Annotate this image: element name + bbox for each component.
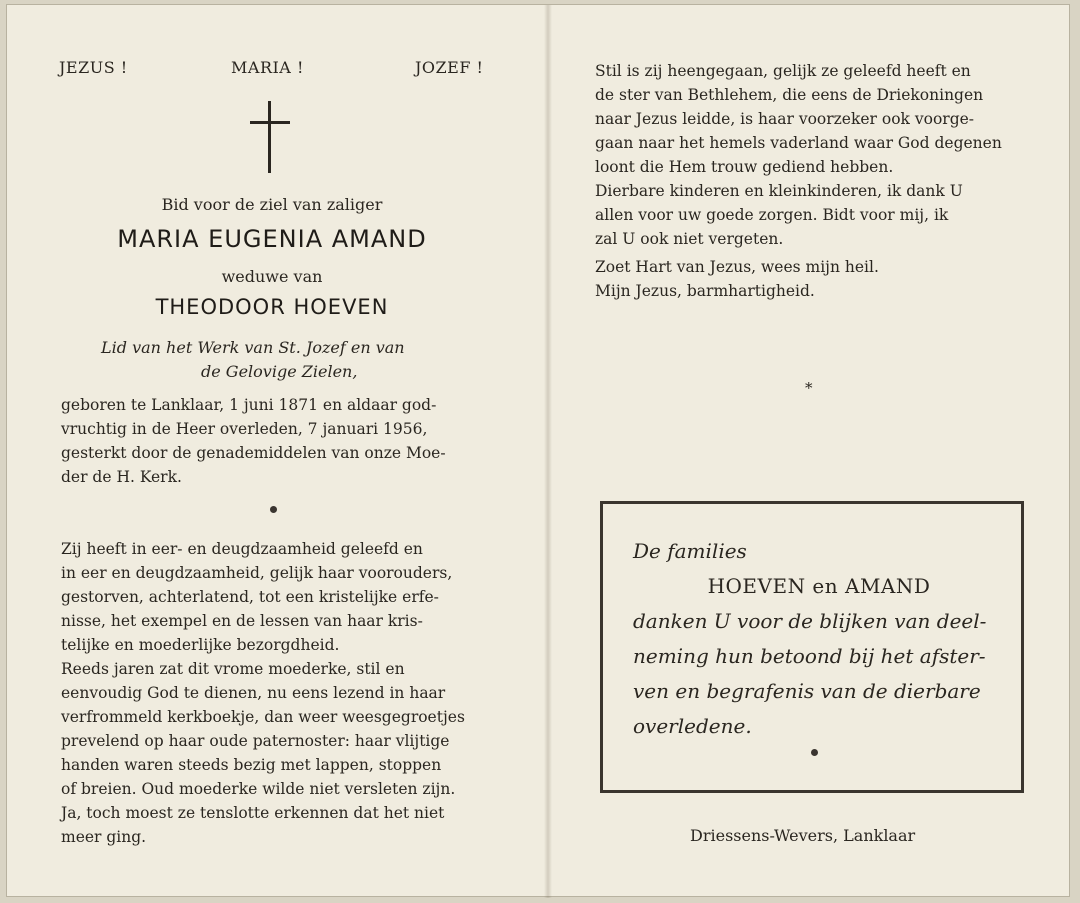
- right-paragraph-1: Stil is zij heengegaan, gelijk ze geleefd heeft en de ster van Bethlehem, die eens de Driekoningen naar Jezus leidde, is haar voorzeker ook voorge- gaan naar het hemels vaderland waar God degenen loont die Hem trouw gediend hebben.: [595, 62, 1002, 176]
- widow-of-line: weduwe van: [221, 267, 323, 286]
- thanks-line-1: danken U voor de blijken van deel-: [633, 609, 987, 633]
- right-paragraph-2: Dierbare kinderen en kleinkinderen, ik dank U allen voor uw goede zorgen. Bidt voor mij, ik zal U ook niet vergeten.: [595, 182, 963, 248]
- thanks-box: [600, 501, 1024, 793]
- thanks-line-4: overledene.: [633, 714, 752, 738]
- birth-death-text: geboren te Lanklaar, 1 juni 1871 en aldaar god- vruchtig in de Heer overleden, 7 januari 1956, gesterkt door de genademiddelen van onze Moe- der de H. Kerk.: [61, 396, 446, 486]
- memorial-card: [6, 4, 1070, 897]
- left-paragraph-2: Reeds jaren zat dit vrome moederke, stil en eenvoudig God te dienen, nu eens lezend in haar verfrommeld kerkboekje, dan weer weesgegroetjes prevelend op haar oude paternoster: haar vlijtige handen waren steeds bezig met lappen, stoppen of breien. Oud moederke wilde niet versleten zijn. Ja, toch moest ze tenslotte erkennen dat het niet meer ging.: [61, 660, 465, 846]
- prayer-line: Bid voor de ziel van zaliger: [161, 195, 383, 214]
- prayer-mercy: Mijn Jezus, barmhartigheid.: [595, 282, 815, 300]
- membership-line-1: Lid van het Werk van St. Jozef en van: [101, 338, 405, 357]
- spouse-name: THEODOOR HOEVEN: [155, 295, 389, 319]
- left-paragraph-1: Zij heeft in eer- en deugdzaamheid geleefd en in eer en deugdzaamheid, gelijk haar voorouders, gestorven, achterlatend, tot een kristelijke erfe- nisse, het exempel en de lessen van haar kris- telijke en moederlijke bezorgdheid.: [61, 540, 453, 654]
- thanks-text: [633, 534, 995, 744]
- separator-dot: [270, 506, 277, 513]
- box-dot: [811, 749, 818, 756]
- families-intro: De families: [633, 539, 747, 563]
- deceased-name: MARIA EUGENIA AMAND: [117, 225, 427, 253]
- invocation-maria: MARIA !: [231, 58, 304, 77]
- thanks-line-2: neming hun betoond bij het afster-: [633, 644, 986, 668]
- cross-icon: [250, 101, 290, 173]
- membership-line-2: de Gelovige Zielen,: [201, 362, 358, 381]
- card-fold: [544, 5, 552, 898]
- invocation-jezus: JEZUS !: [59, 58, 128, 77]
- family-names: HOEVEN en AMAND: [707, 574, 931, 598]
- printer-credit: Driessens-Wevers, Lanklaar: [690, 826, 916, 845]
- thanks-line-3: ven en begrafenis van de dierbare: [633, 679, 981, 703]
- invocation-jozef: JOZEF !: [415, 58, 484, 77]
- prayer-sacred-heart: Zoet Hart van Jezus, wees mijn heil.: [595, 258, 879, 276]
- separator-star: *: [805, 379, 813, 397]
